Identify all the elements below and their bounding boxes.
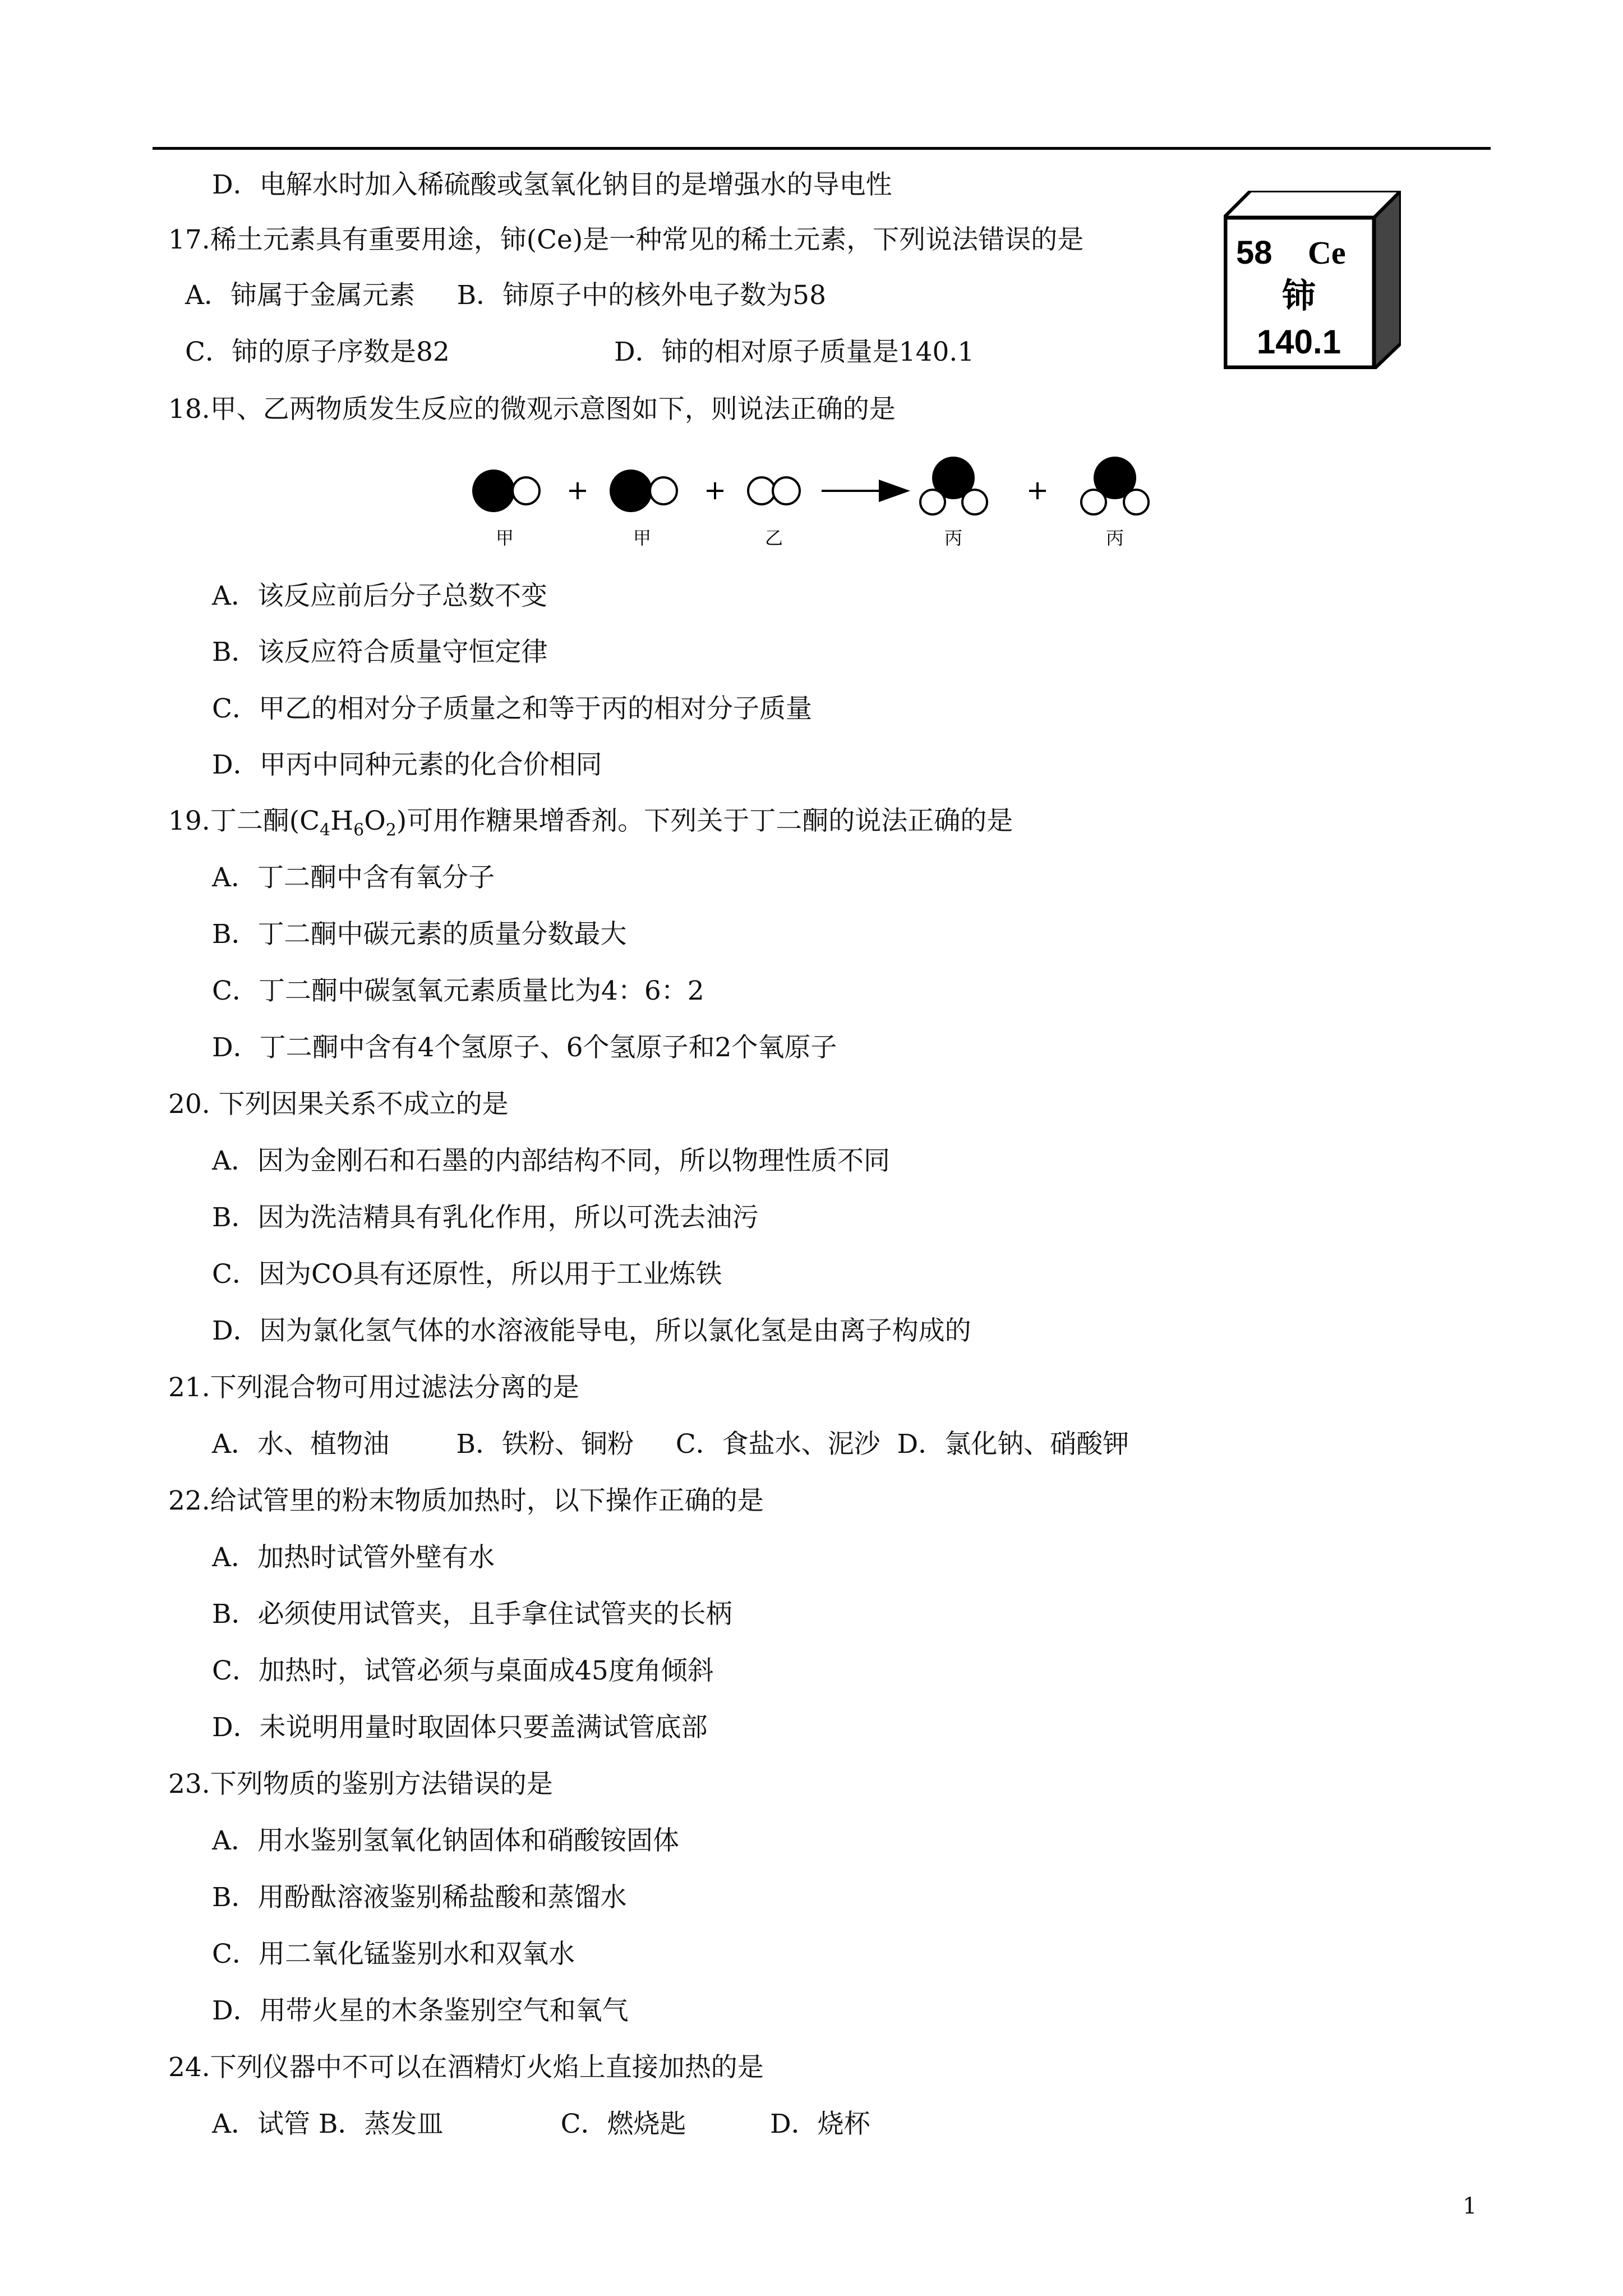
q22-stem: 22.给试管里的粉末物质加热时，以下操作正确的是 [168, 1485, 764, 1516]
element-tile [1224, 191, 1401, 369]
label-yi: 乙 [764, 527, 783, 549]
header-rule [153, 147, 1491, 150]
q20-option-c: C．因为CO具有还原性，所以用于工业炼铁 [212, 1259, 722, 1290]
q19-option-a: A．丁二酮中含有氧分子 [212, 862, 495, 893]
q22-option-c: C．加热时，试管必须与桌面成45度角倾斜 [212, 1655, 714, 1686]
q21-stem: 21.下列混合物可用过滤法分离的是 [168, 1372, 579, 1403]
q24-options: A．试管 B．蒸发皿 C．燃烧匙 D．烧杯 [212, 2109, 870, 2139]
q18-option-a: A．该反应前后分子总数不变 [212, 581, 547, 611]
molecule-jia-1 [472, 470, 540, 512]
q23-option-b: B．用酚酞溶液鉴别稀盐酸和蒸馏水 [212, 1882, 627, 1913]
q18-stem: 18.甲、乙两物质发生反应的微观示意图如下，则说法正确的是 [168, 394, 896, 425]
q23-option-c: C．用二氧化锰鉴别水和双氧水 [212, 1939, 575, 1970]
q17-stem: 17.稀土元素具有重要用途，铈(Ce)是一种常见的稀土元素，下列说法错误的是 [168, 224, 1084, 255]
plus-sign-2: + [703, 475, 727, 506]
plus-sign-1: + [566, 475, 589, 506]
molecule-jia-2 [610, 470, 677, 512]
label-bing-1: 丙 [944, 527, 963, 549]
q17-options-ab: A．铈属于金属元素 B．铈原子中的核外电子数为58 [185, 280, 826, 311]
q17-option-c: C．铈的原子序数是82 [185, 337, 450, 367]
molecule-bing-1 [920, 457, 987, 514]
q19-option-d: D．丁二酮中含有4个氢原子、6个氢原子和2个氧原子 [212, 1032, 837, 1063]
q18-option-d: D．甲丙中同种元素的化合价相同 [212, 749, 602, 780]
molecule-bing-2 [1081, 457, 1149, 514]
page-number: 1 [1463, 2193, 1477, 2219]
q23-option-d: D．用带火星的木条鉴别空气和氧气 [212, 1995, 629, 2026]
q19-stem: 19.丁二酮$(C_4H_6O_2)$可用作糖果增香剂。下列关于丁二酮的说法正确的是 [168, 806, 1013, 840]
tile-element-name: 铈 [1282, 277, 1316, 316]
q21-options: A．水、植物油 B．铁粉、铜粉 C．食盐水、泥沙 D．氯化钠、硝酸钾 [212, 1429, 1129, 1460]
q20-option-d: D．因为氯化氢气体的水溶液能导电，所以氯化氢是由离子构成的 [212, 1315, 971, 1346]
q22-option-b: B．必须使用试管夹，且手拿住试管夹的长柄 [212, 1599, 732, 1630]
q18-option-b: B．该反应符合质量守恒定律 [212, 637, 548, 668]
tile-atomic-number: 58 [1236, 234, 1272, 271]
label-jia-1: 甲 [495, 527, 514, 549]
q23-option-a: A．用水鉴别氢氧化钠固体和硝酸铵固体 [212, 1825, 679, 1856]
q19-option-c: C．丁二酮中碳氢氧元素质量比为4：6：2 [212, 976, 704, 1006]
tile-symbol: Ce [1308, 234, 1346, 271]
reaction-diagram [471, 449, 1178, 561]
q20-option-b: B．因为洗洁精具有乳化作用，所以可洗去油污 [212, 1202, 759, 1233]
q23-stem: 23.下列物质的鉴别方法错误的是 [168, 1769, 553, 1800]
q18-option-c: C．甲乙的相对分子质量之和等于丙的相对分子质量 [212, 693, 812, 724]
q17-option-d: D．铈的相对原子质量是140.1 [614, 337, 975, 367]
q16-option-d: D．电解水时加入稀硫酸或氢氧化钠目的是增强水的导电性 [212, 169, 892, 200]
q24-stem: 24.下列仪器中不可以在酒精灯火焰上直接加热的是 [168, 2052, 764, 2083]
q22-option-a: A．加热时试管外壁有水 [212, 1542, 495, 1573]
plus-sign-3: + [1026, 475, 1049, 506]
tile-atomic-mass: 140.1 [1256, 323, 1341, 361]
q22-option-d: D．未说明用量时取固体只要盖满试管底部 [212, 1712, 708, 1743]
q20-option-a: A．因为金刚石和石墨的内部结构不同，所以物理性质不同 [212, 1145, 890, 1176]
label-jia-2: 甲 [633, 527, 652, 549]
molecule-yi [748, 477, 800, 504]
q20-stem: 20. 下列因果关系不成立的是 [168, 1089, 509, 1120]
q19-option-b: B．丁二酮中碳元素的质量分数最大 [212, 919, 627, 950]
label-bing-2: 丙 [1105, 527, 1124, 549]
